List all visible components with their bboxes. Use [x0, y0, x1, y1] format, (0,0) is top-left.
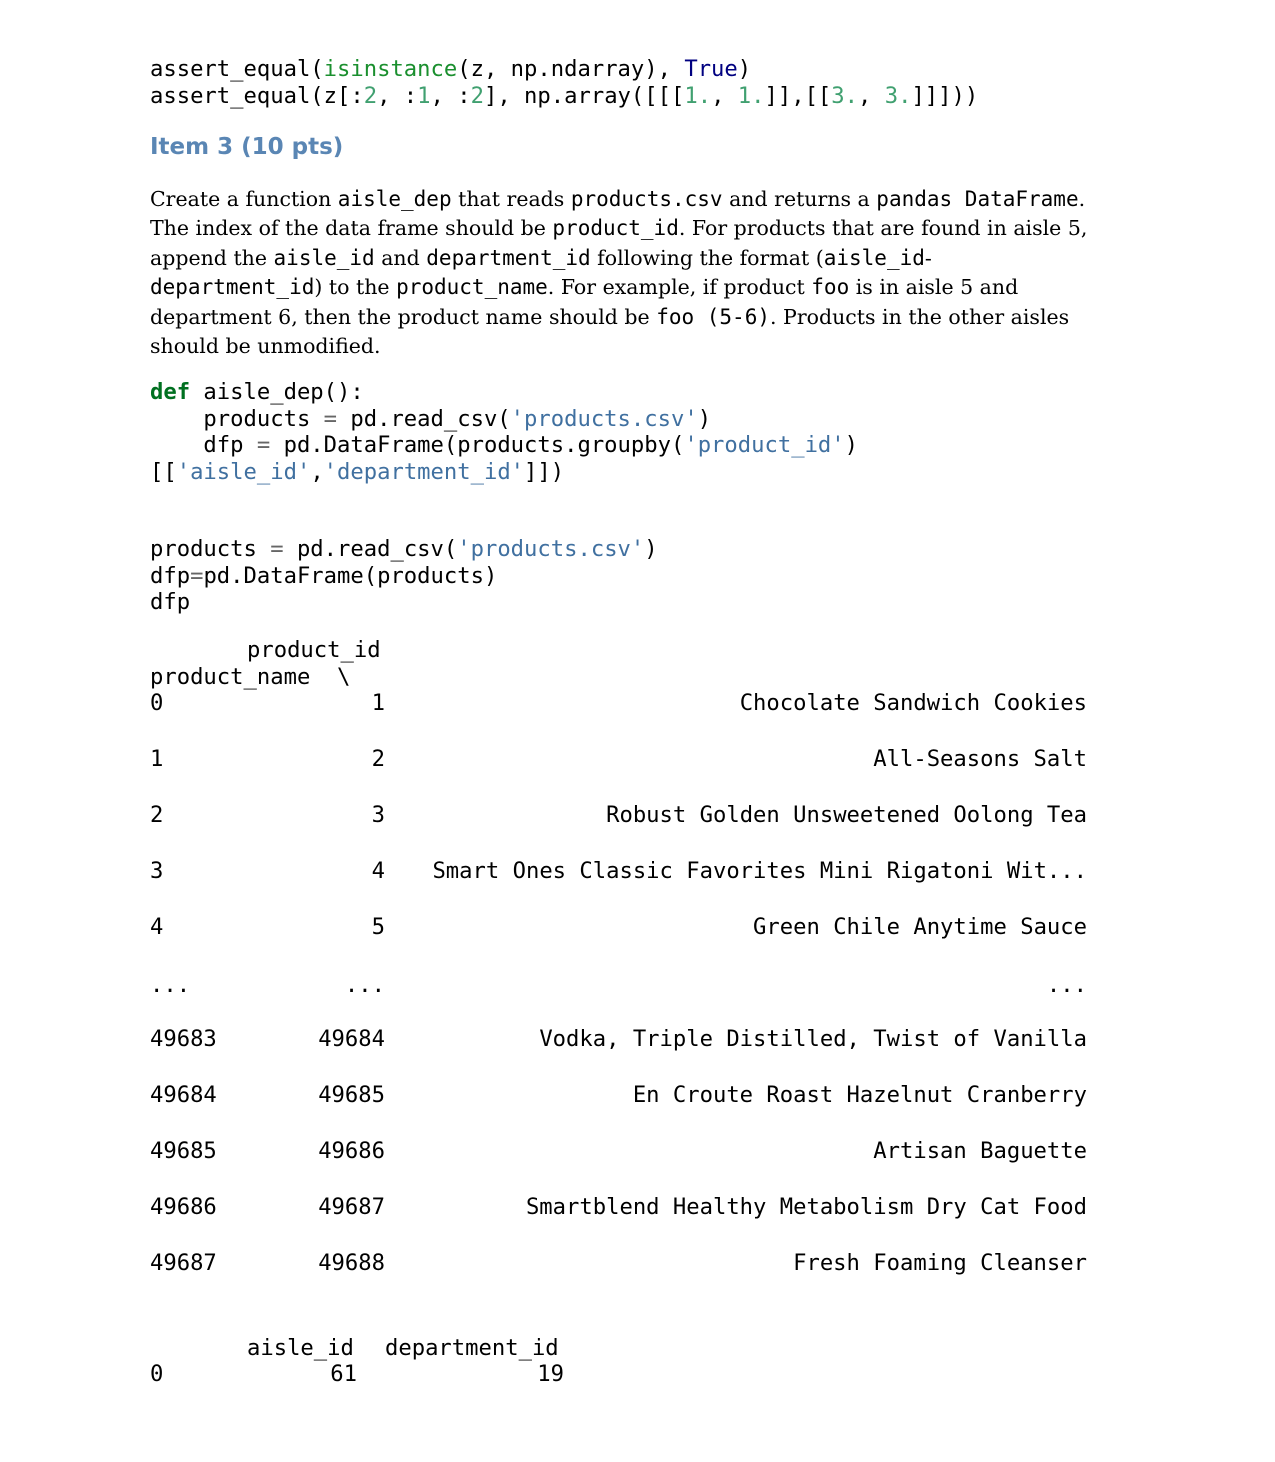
row-product-id: 3 — [371, 802, 385, 828]
row-product-name: Smart Ones Classic Favorites Mini Rigatoni Wit... — [432, 858, 1087, 884]
code-line: dfp = pd.DataFrame(products.groupby('product_id') — [150, 432, 858, 458]
table-row — [150, 1250, 1090, 1277]
row-product-name: All-Seasons Salt — [873, 746, 1087, 772]
row-product-id: 49688 — [318, 1250, 385, 1276]
code-token: , : — [430, 83, 471, 109]
row-product-name: Fresh Foaming Cleanser — [793, 1250, 1087, 1276]
row-aisle-id: 61 — [330, 1361, 357, 1387]
code-token: 3. — [884, 83, 912, 109]
table2-header-aisle-id: aisle_id — [247, 1335, 354, 1361]
table2-row — [150, 1361, 565, 1388]
row-product-name: Green Chile Anytime Sauce — [753, 914, 1087, 940]
code-token: 2 — [363, 83, 378, 109]
table-row — [150, 914, 1090, 941]
code-line: [['aisle_id','department_id']]) — [150, 459, 565, 485]
row-index: 49683 — [150, 1026, 217, 1052]
assert-line-1 — [150, 56, 751, 82]
code-token: assert_equal(z[: — [150, 83, 364, 109]
code-token: , — [858, 83, 885, 109]
row-product-name: Vodka, Triple Distilled, Twist of Vanilla — [539, 1026, 1087, 1052]
code-token: 2 — [470, 83, 484, 109]
row-product-id: 49684 — [318, 1026, 385, 1052]
description-line: should be unmodified. — [150, 334, 381, 359]
row-product-name: En Croute Roast Hazelnut Cranberry — [632, 1082, 1087, 1108]
row-product-name: ... — [1046, 972, 1087, 998]
row-product-name: Artisan Baguette — [873, 1138, 1087, 1164]
assert-line-2 — [150, 83, 978, 109]
row-product-id: 4 — [371, 858, 385, 884]
description-line: The index of the data frame should be product_id. For products that are found in aisle 5, — [150, 216, 1088, 241]
row-index: 49686 — [150, 1194, 217, 1220]
row-product-id: 49686 — [318, 1138, 385, 1164]
row-product-id: 2 — [371, 746, 385, 772]
item-heading: Item 3 (10 pts) — [150, 134, 344, 160]
code-token: True — [684, 56, 738, 82]
row-product-id: ... — [344, 972, 385, 998]
row-product-id: 49687 — [318, 1194, 385, 1220]
table-row — [150, 1026, 1090, 1053]
description-line: append the aisle_id and department_id following the format (aisle_id- — [150, 245, 932, 270]
code-line: products = pd.read_csv('products.csv') — [150, 536, 658, 562]
code-line: products = pd.read_csv('products.csv') — [150, 406, 712, 432]
code-line: def aisle_dep(): — [150, 379, 364, 405]
row-product-id: 1 — [371, 690, 385, 716]
table-row — [150, 802, 1090, 829]
table-row — [150, 858, 1090, 885]
row-index: 4 — [150, 914, 164, 940]
code-token: 1. — [737, 83, 765, 109]
code-token: isinstance — [323, 56, 458, 82]
row-product-id: 5 — [371, 914, 385, 940]
row-product-name: Smartblend Healthy Metabolism Dry Cat Food — [525, 1194, 1087, 1220]
row-index: 3 — [150, 858, 164, 884]
row-department-id: 19 — [537, 1361, 564, 1387]
row-index: 1 — [150, 746, 164, 772]
row-product-id: 49685 — [318, 1082, 385, 1108]
row-index: 0 — [150, 690, 164, 716]
description-line: department_id) to the product_name. For example, if product foo is in aisle 5 and — [150, 275, 1019, 300]
code-line: dfp — [150, 589, 191, 615]
code-token: 3. — [831, 83, 859, 109]
table-row — [150, 1138, 1090, 1165]
code-token: ]]])) — [911, 83, 979, 109]
code-token: , — [711, 83, 738, 109]
code-token: , : — [377, 83, 418, 109]
row-index: 0 — [150, 1361, 164, 1387]
description-line: department 6, then the product name should be foo (5-6). Products in the other aisles — [150, 304, 1070, 329]
code-token: assert_equal( — [150, 56, 324, 82]
table-row — [150, 746, 1090, 773]
row-index: 2 — [150, 802, 164, 828]
code-token: (z, np.ndarray), — [457, 56, 685, 82]
code-token: 1. — [684, 83, 712, 109]
table2-header-department-id: department_id — [385, 1335, 559, 1361]
row-index: 49687 — [150, 1250, 217, 1276]
table-header-product-id: product_id — [247, 637, 381, 663]
code-token: ], np.array([[[ — [483, 83, 685, 109]
table-row — [150, 690, 1090, 717]
row-index: 49685 — [150, 1138, 217, 1164]
code-token: ) — [737, 56, 752, 82]
item-description — [150, 185, 1140, 361]
description-line: Create a function aisle_dep that reads products.csv and returns a pandas DataFrame. — [150, 187, 1086, 211]
row-product-name: Chocolate Sandwich Cookies — [739, 690, 1087, 716]
table-row — [150, 1082, 1090, 1109]
row-index: 49684 — [150, 1082, 217, 1108]
row-product-name: Robust Golden Unsweetened Oolong Tea — [606, 802, 1087, 828]
code-token: 1 — [417, 83, 431, 109]
table-header-product-name: product_name \ — [150, 664, 351, 690]
row-index: ... — [150, 972, 191, 998]
code-line: dfp=pd.DataFrame(products) — [150, 563, 498, 589]
table-row — [150, 1194, 1090, 1221]
code-token: ]],[[ — [764, 83, 832, 109]
table-row — [150, 972, 1090, 999]
